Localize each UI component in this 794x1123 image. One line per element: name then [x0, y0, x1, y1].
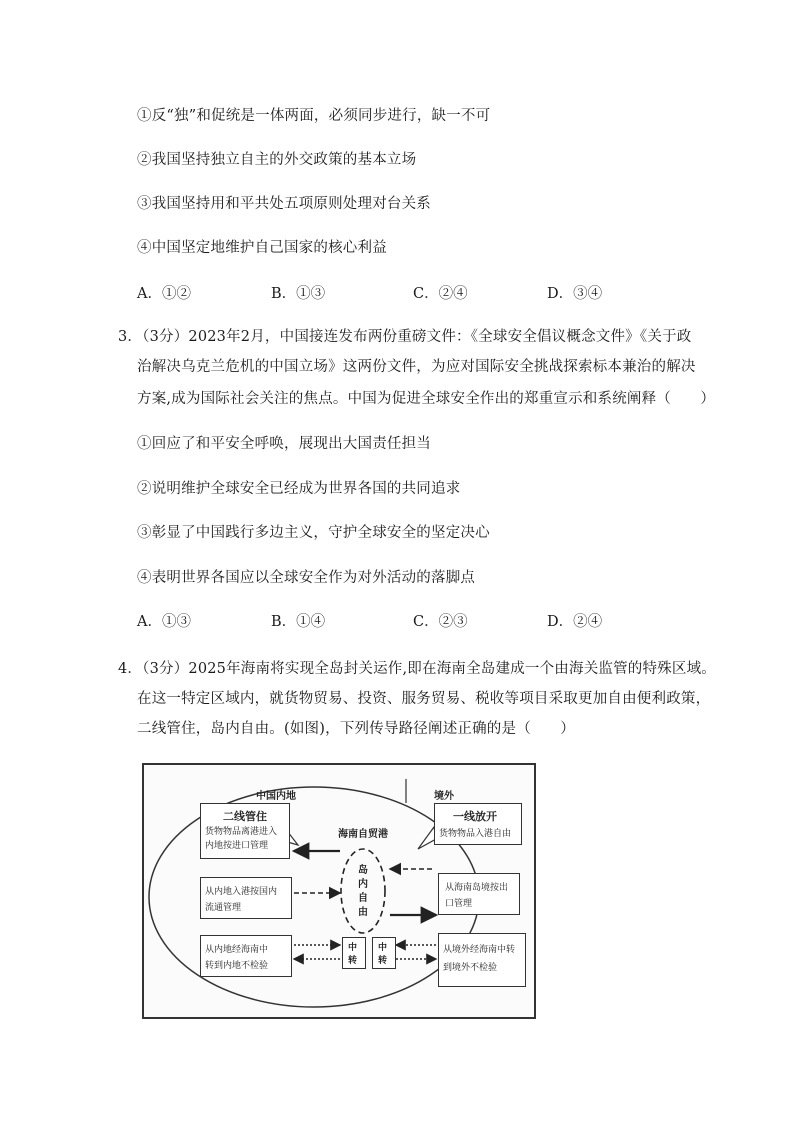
left-box3-line1: 从内地经海南中 — [205, 945, 269, 955]
q2-item-3: ③我国坚持用和平共处五项原则处理对台关系 — [137, 196, 431, 212]
q4-stem-line-1: 4．（3分）2025年海南将实现全岛封关运作,即在海南全岛建成一个由海关监管的特殊区域。 — [118, 661, 717, 677]
q2-option-d[interactable]: D．③④ — [547, 286, 603, 302]
hainan-ftp-diagram — [142, 763, 536, 1019]
q2-options — [137, 282, 637, 302]
transfer-box-left — [342, 937, 366, 969]
left-box1-title: 二线管住 — [223, 810, 267, 823]
island-free-char-1: 岛 — [358, 865, 368, 876]
q2-item-1: ①反“独”和促统是一体两面，必须同步进行，缺一不可 — [137, 108, 491, 124]
q2-option-a[interactable]: A．①② — [137, 286, 191, 302]
q3-option-a[interactable]: A．①③ — [137, 614, 191, 630]
q3-option-b[interactable]: B．①④ — [271, 614, 326, 630]
port-label: 海南自贸港 — [338, 829, 388, 840]
mainland-label: 中国内地 — [256, 791, 296, 802]
transfer-left-char-2: 转 — [348, 956, 358, 966]
q3-option-d[interactable]: D．②④ — [547, 614, 603, 630]
q4-stem-line-2: 在这一特定区域内，就货物贸易、投资、服务贸易、税收等项目采取更加自由便利政策， — [137, 691, 711, 707]
q3-item-4: ④表明世界各国应以全球安全作为对外活动的落脚点 — [137, 570, 476, 586]
left-box-second-line-control — [200, 803, 290, 859]
left-box3-line2: 转到内地不检验 — [205, 961, 269, 971]
island-free-char-3: 自 — [358, 893, 368, 904]
right-box3-line2: 到境外不检验 — [443, 963, 498, 973]
q3-item-2: ②说明维护全球安全已经成为世界各国的共同追求 — [137, 481, 461, 497]
right-box3-line1: 从境外经海南中转 — [443, 945, 516, 955]
q2-item-4: ④中国坚定地维护自己国家的核心利益 — [137, 240, 387, 256]
q4-stem-line-3: 二线管住，岛内自由。(如图)，下列传导路径阐述正确的是（ ） — [137, 721, 576, 737]
transfer-right-char-1: 中 — [378, 943, 388, 953]
left-box-mainland-entry — [200, 877, 292, 919]
q3-stem-line-3: 方案,成为国际社会关注的焦点。中国为促进全球安全作出的郑重宣示和系统阐释（ ） — [137, 391, 716, 407]
q2-option-c[interactable]: C．②④ — [413, 286, 468, 302]
island-free-char-2: 内 — [358, 879, 368, 890]
right-box-first-line-open — [434, 803, 522, 845]
q3-stem-line-2: 治解决乌克兰危机的中国立场》这两份文件，为应对国际安全挑战探索标本兼治的解决 — [137, 359, 696, 375]
left-box1-line2: 内地按进口管理 — [205, 841, 269, 851]
right-box1-title: 一线放开 — [453, 810, 497, 823]
abroad-label: 境外 — [434, 791, 454, 802]
transfer-right-char-2: 转 — [378, 956, 388, 966]
left-box2-line1: 从内地入港按国内 — [205, 887, 278, 897]
mainland-ellipse — [149, 787, 479, 1007]
island-free-char-4: 由 — [358, 907, 368, 918]
q2-option-b[interactable]: B．①③ — [271, 286, 326, 302]
right-box-exit-management — [438, 873, 520, 915]
left-box2-line2: 流通管理 — [205, 903, 242, 913]
transfer-box-right — [372, 937, 396, 969]
right-box1-line1: 货物物品入港自由 — [439, 829, 512, 839]
transfer-left-char-1: 中 — [348, 943, 358, 953]
left-box-mainland-transfer — [200, 935, 292, 977]
right-box2-line2: 口管理 — [445, 899, 473, 909]
right-box2-line1: 从海南岛境按出 — [445, 883, 509, 893]
q3-option-c[interactable]: C．②③ — [413, 614, 468, 630]
right-box-abroad-transfer — [438, 933, 526, 987]
q2-item-2: ②我国坚持独立自主的外交政策的基本立场 — [137, 152, 417, 168]
q3-options — [137, 610, 637, 630]
q3-item-1: ①回应了和平安全呼唤，展现出大国责任担当 — [137, 436, 431, 452]
q3-item-3: ③彰显了中国践行多边主义，守护全球安全的坚定决心 — [137, 525, 490, 541]
left-box1-line1: 货物物品离港进入 — [205, 827, 278, 837]
q3-stem-line-1: 3．（3分）2023年2月，中国接连发布两份重磅文件：《全球安全倡议概念文件》《关于政 — [118, 329, 692, 345]
